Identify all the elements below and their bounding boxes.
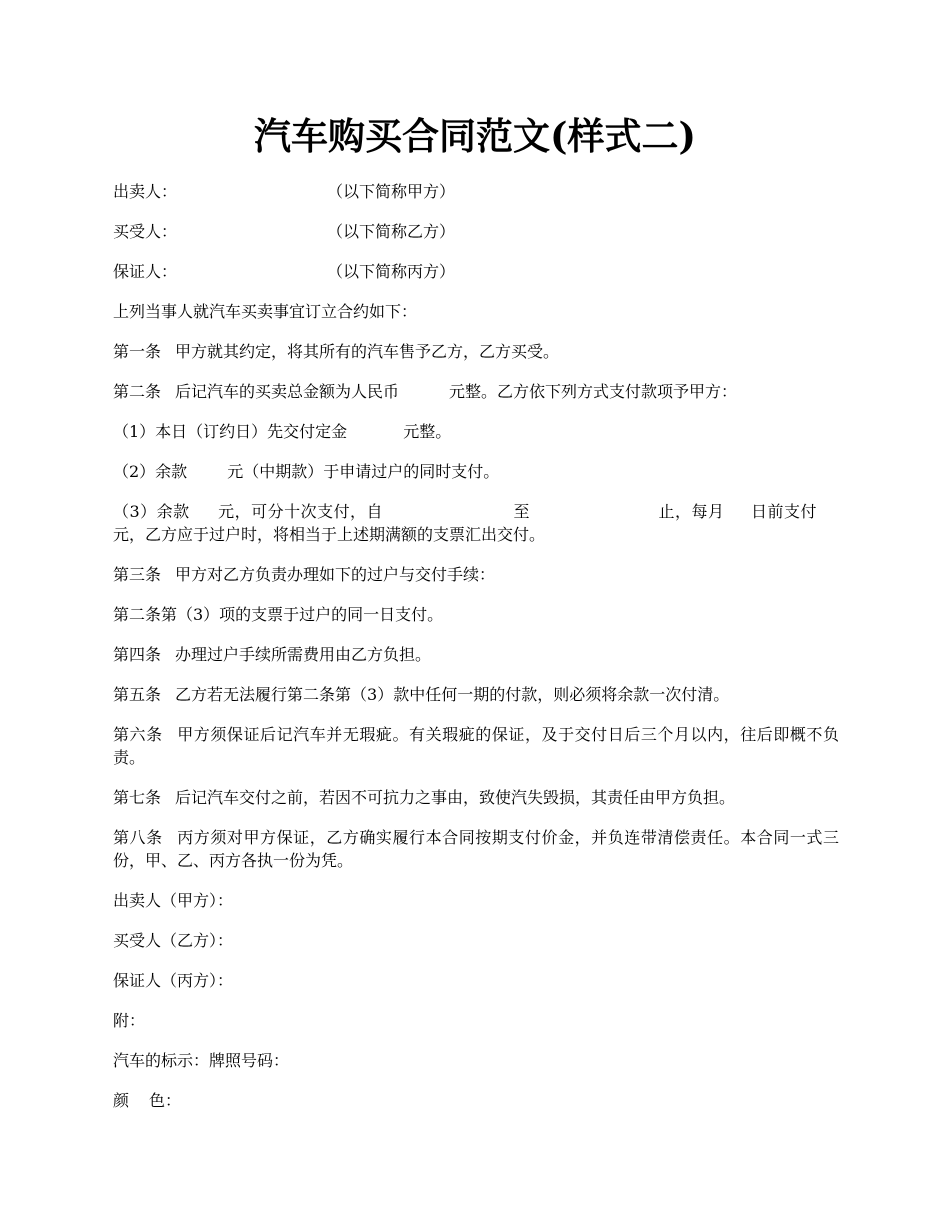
item-text: 元（中期款）于申请过户的同时支付。	[227, 462, 500, 481]
article-head: 第四条	[113, 645, 162, 664]
article-head: 第七条	[113, 788, 162, 807]
article-head: 第二条	[113, 382, 162, 401]
article-2-item-2	[113, 460, 839, 483]
item-text: 日前支付	[750, 502, 817, 521]
item-text: （2）余款	[113, 462, 188, 481]
article-3	[113, 563, 839, 586]
party-note: （以下简称乙方）	[327, 222, 456, 241]
color-label-b: 色：	[149, 1091, 182, 1110]
article-head: 第八条	[113, 828, 163, 847]
signature-buyer: 买受人（乙方）：	[113, 931, 234, 950]
article-5	[113, 683, 839, 706]
item-text: 元，可分十次支付，自	[217, 502, 384, 521]
signature-seller: 出卖人（甲方）：	[113, 891, 234, 910]
article-head: 第六条	[113, 725, 163, 744]
article-4	[113, 643, 839, 666]
article-3-sub: 第二条第（3）项的支票于过户的同一日支付。	[113, 605, 444, 624]
party-label: 保证人：	[113, 262, 178, 281]
article-text: 后记汽车交付之前，若因不可抗力之事由，致使汽失毁损，其责任由甲方负担。	[175, 788, 736, 807]
party-buyer	[113, 220, 839, 243]
article-8	[113, 826, 839, 872]
article-2-item-1	[113, 420, 839, 443]
vehicle-identification: 汽车的标示：牌照号码：	[113, 1051, 290, 1070]
party-note: （以下简称甲方）	[327, 182, 456, 201]
item-text: （1）本日（订约日）先交付定金	[113, 422, 348, 441]
party-guarantor	[113, 260, 839, 283]
article-head: 第五条	[113, 685, 162, 704]
color-label-a: 颜	[113, 1091, 130, 1110]
article-6	[113, 723, 839, 769]
document-body	[113, 180, 839, 1129]
item-text: 元整。	[403, 422, 452, 441]
document-title: 汽车购买合同范文(样式二)	[253, 114, 696, 158]
article-text: 甲方须保证后记汽车并无瑕疵。有关瑕疵的保证，及于交付日后三个月以内，往后即概不负责。	[113, 725, 839, 767]
party-note: （以下简称丙方）	[327, 262, 456, 281]
article-text: 甲方就其约定，将其所有的汽车售予乙方，乙方买受。	[175, 342, 560, 361]
item-text: （3）余款	[113, 502, 190, 521]
article-1	[113, 340, 839, 363]
item-text: 元，乙方应于过户时，将相当于上述期满额的支票汇出交付。	[113, 525, 546, 544]
article-2	[113, 380, 839, 403]
intro-paragraph: 上列当事人就汽车买卖事宜订立合约如下：	[113, 302, 418, 321]
article-2-item-3	[113, 500, 839, 546]
article-text: 后记汽车的买卖总金额为人民币	[175, 382, 400, 401]
party-seller	[113, 180, 839, 203]
article-text: 元整。乙方依下列方式支付款项予甲方：	[449, 382, 738, 401]
party-label: 出卖人：	[113, 182, 178, 201]
article-text: 办理过户手续所需费用由乙方负担。	[175, 645, 432, 664]
party-label: 买受人：	[113, 222, 178, 241]
signature-guarantor: 保证人（丙方）：	[113, 971, 234, 990]
item-text: 止，每月	[658, 502, 725, 521]
article-7	[113, 786, 839, 809]
article-head: 第三条	[113, 565, 162, 584]
vehicle-color	[113, 1089, 839, 1112]
article-text: 甲方对乙方负责办理如下的过户与交付手续：	[175, 565, 496, 584]
article-text: 丙方须对甲方保证，乙方确实履行本合同按期支付价金，并负连带清偿责任。本合同一式三份，甲、乙、丙方各执一份为凭。	[113, 828, 839, 870]
article-text: 乙方若无法履行第二条第（3）款中任何一期的付款，则必须将余款一次付清。	[175, 685, 730, 704]
article-head: 第一条	[113, 342, 162, 361]
appendix-label: 附：	[113, 1011, 146, 1030]
item-text: 至	[513, 502, 531, 521]
